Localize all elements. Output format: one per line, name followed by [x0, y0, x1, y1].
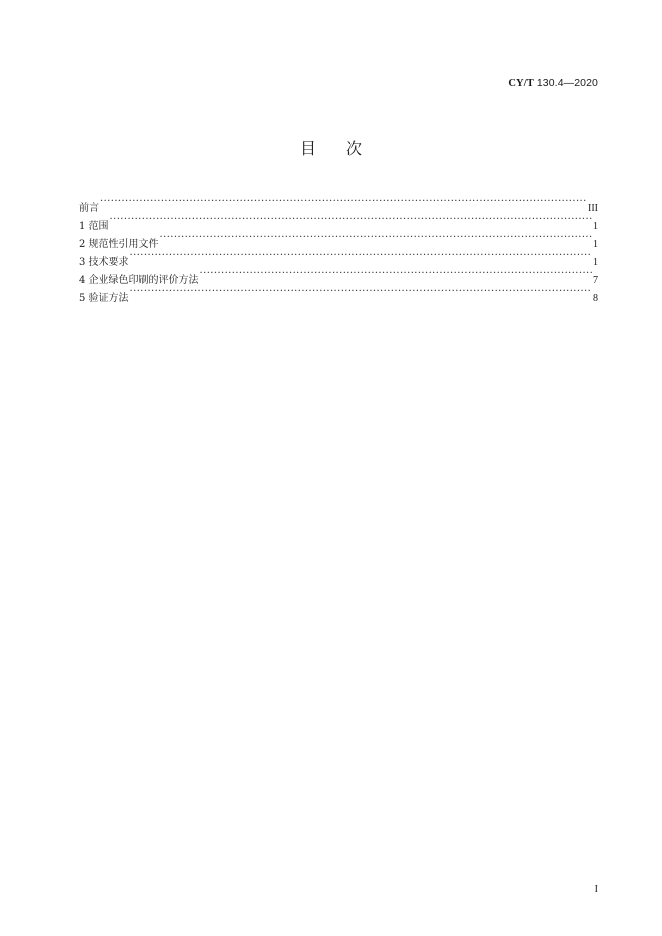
- toc-entry-normative-references[interactable]: [79, 229, 598, 250]
- toc-title-part1: 目: [299, 139, 316, 158]
- toc-entry-page: III: [588, 203, 598, 214]
- standard-code: 130.4—2020: [533, 77, 598, 89]
- toc-entry-page: 7: [593, 275, 598, 286]
- toc-leader-dots: [110, 211, 592, 229]
- toc-entry-label: 5 验证方法: [79, 293, 129, 304]
- page-number: I: [594, 884, 598, 895]
- toc-title: [0, 136, 662, 159]
- toc-entry-evaluation-method[interactable]: [79, 265, 598, 286]
- toc-leader-dots: [130, 283, 592, 301]
- standard-prefix: CY/T: [508, 78, 534, 89]
- toc-leader-dots: [200, 265, 592, 283]
- toc-entry-page: 1: [593, 221, 598, 232]
- toc-title-part2: 次: [346, 139, 363, 158]
- toc-entry-label: 1 范围: [79, 221, 109, 232]
- table-of-contents: [79, 193, 598, 304]
- toc-leader-dots: [160, 229, 592, 247]
- toc-entry-scope[interactable]: [79, 211, 598, 232]
- toc-entry-verification-method[interactable]: [79, 283, 598, 304]
- standard-number-header: [508, 77, 598, 89]
- toc-entry-technical-requirements[interactable]: [79, 247, 598, 268]
- toc-leader-dots: [100, 193, 587, 211]
- toc-leader-dots: [130, 247, 592, 265]
- toc-entry-label: 3 技术要求: [79, 257, 129, 268]
- toc-entry-label: 2 规范性引用文件: [79, 239, 159, 250]
- toc-entry-label: 4 企业绿色印刷的评价方法: [79, 275, 199, 286]
- toc-entry-label: 前言: [79, 203, 99, 214]
- toc-entry-foreword[interactable]: [79, 193, 598, 214]
- toc-entry-page: 8: [593, 293, 598, 304]
- toc-entry-page: 1: [593, 257, 598, 268]
- toc-entry-page: 1: [593, 239, 598, 250]
